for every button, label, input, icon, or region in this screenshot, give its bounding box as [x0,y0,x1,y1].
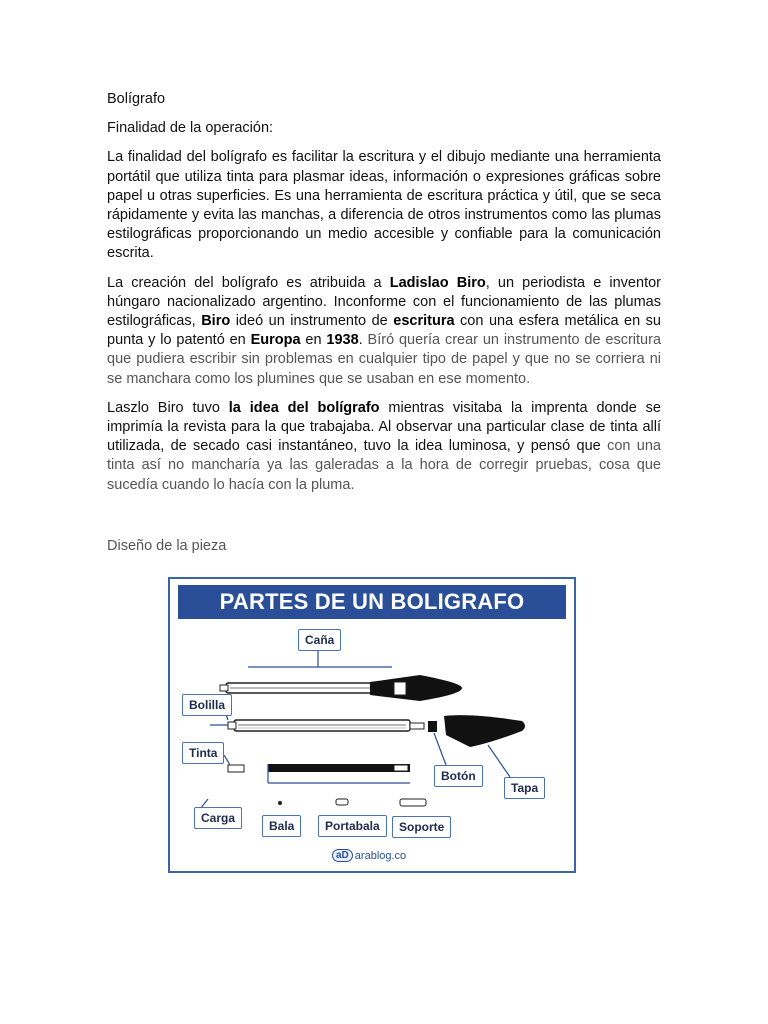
label-tapa: Tapa [504,777,545,799]
paragraph-idea [107,399,661,495]
text-run: ideó un instrumento de [230,313,394,330]
pen-parts-figure [168,577,576,873]
text-run: mientras visitaba la imprenta donde se imprimía la revista para la que trabajaba. Al observar una particular clase de tinta allí utilizada, de secado casi instantáneo, tuvo la idea luminosa, y pensó que [107,399,661,455]
bold-run: 1938 [326,332,359,349]
text-run: en [300,332,327,349]
document-body [107,90,661,566]
section-heading-design: Diseño de la pieza [107,537,227,554]
bold-run: Biro [201,313,231,330]
grey-run: con una tinta así no mancharía ya las galeradas a la hora de corregir pruebas, cosa que sucedía cuando lo hacía con la pluma. [107,438,661,493]
text-run: Laszlo Biro tuvo [107,399,229,416]
soporte-part [400,799,426,806]
watermark-logo: aD [332,849,353,862]
label-portabala: Portabala [318,815,387,837]
refill [228,764,410,783]
paragraph-history [107,274,661,389]
section-subtitle: Finalidad de la operación: [107,120,274,137]
assembled-pen [220,675,462,701]
label-carga: Carga [194,807,242,829]
grey-run: Bíró quería crear un instrumento de escritura que pudiera escribir sin problemas en cualquier tipo de papel y que no se corriera ni se manchara como los plumines que se usaban en ese momento. [107,332,662,387]
document-title: Bolígrafo [107,91,166,107]
text-run: , un periodista e inventor húngaro nacionalizado argentino. Inconforme con el funcionamiento de las plumas estilográficas, [107,274,661,330]
label-tinta: Tinta [182,742,224,764]
watermark-text: arablog.co [354,849,407,862]
text-run: La creación del bolígrafo es atribuida a [107,274,390,291]
label-soporte: Soporte [392,816,451,838]
watermark [332,849,406,862]
bold-run: Europa [250,332,301,349]
bala-part [278,801,282,805]
portabala-part [336,799,348,805]
bold-run: Ladislao Biro [389,274,486,291]
spacer [107,505,661,537]
bold-run: la idea del bolígrafo [228,399,380,416]
label-bolilla: Bolilla [182,694,232,716]
label-bala: Bala [262,815,301,837]
disassembled-pen [210,715,525,747]
label-boton: Botón [434,765,483,787]
figure-banner: PARTES DE UN BOLIGRAFO [178,585,566,619]
text-run: con una esfera metálica en su punta y lo patentó en [107,313,662,349]
bold-run: escritura [393,313,455,330]
label-cana: Caña [298,629,341,651]
text-run: . [358,332,368,349]
paragraph-purpose: La finalidad del bolígrafo es facilitar la escritura y el dibujo mediante una herramienta portátil que utiliza tinta para plasmar ideas, información o expresiones gráficas sobre papel u otras superficies. Es una herramienta de escritura práctica y útil, que se seca rápidamente y evita las manchas, a diferencia de otros instrumentos como las plumas estilográficas proporcionando un medio accesible y confiable para la comunicación escrita. [107,149,661,262]
